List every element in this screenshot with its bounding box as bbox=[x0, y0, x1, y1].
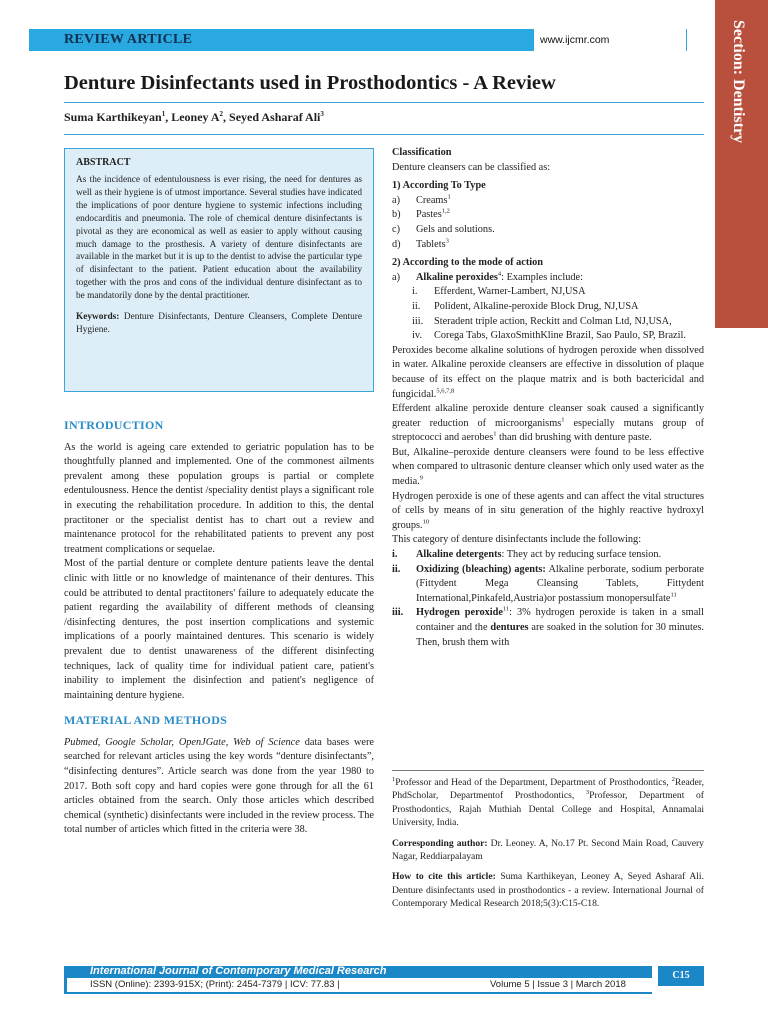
abstract-box bbox=[64, 148, 374, 392]
left-column bbox=[64, 418, 374, 838]
keywords bbox=[76, 311, 362, 337]
page-number: C15 bbox=[658, 966, 704, 986]
list-item: c) Gels and solutions. bbox=[392, 223, 495, 235]
footer-issn: ISSN (Online): 2393-915X; (Print): 2454-7379 | ICV: 77.83 | bbox=[90, 979, 340, 990]
author-2-affil: 2 bbox=[219, 110, 224, 118]
list-item: a) Creams$^1$ bbox=[392, 193, 451, 206]
category-item: ii. Oxidizing (bleaching) agents: Alkaline perborate, sodium perborate (Fittydent Mega Cleansing Tablets, Fittydent International,Pinkafeld,Austria)or postassium monopersulfate$^{11}$ bbox=[392, 563, 704, 604]
list-item: a) Alkaline peroxides$^4$: Examples include: bbox=[392, 270, 583, 283]
ultrasonic-paragraph: But, Alkaline–peroxide denture cleansers were found to be less effective when compared to ultrasonic denture cleanser which only used water as the media.$^9$ bbox=[392, 446, 704, 488]
author-1-affil: 1 bbox=[161, 110, 166, 118]
intro-paragraph-2: Most of the partial denture or complete denture patients leave the dental clinic with little or no knowledge of maintenance of their dentures. This could be attributed to dental practitoners' failure to adequately educate the patient regarding the availability of different methods of cleansing /disinfecting dentures, the post insertion complications and systemic implications of a poorly maintained dentures. This scenario is widely prevalent due to dentist unawareness of the different disinfecting techniques, lack of quality time for individual patient care, patient's inability to implement the disinfection and patient's negligence of maintaining denture hygiene. bbox=[64, 558, 374, 701]
category-item: iii. Hydrogen peroxide$^{11}$: 3% hydrogen peroxide is taken in a small container and the dentures are soaked in the solution for 30 minutes. Then, brush them with bbox=[392, 605, 704, 648]
affiliations: $^1$Professor and Head of the Department, Department of Prosthodontics, $^2$Reader, PhdScholar, Departmentof Prosthodontics, $^3$Professor, Department of Prosthodontics, Rajah Muthiah Dental College and Hospital, Annamalai University, India. bbox=[392, 775, 705, 829]
methods-heading: MATERIAL AND METHODS bbox=[64, 713, 228, 728]
classification-intro: Denture cleansers can be classified as: bbox=[392, 161, 551, 173]
author-list bbox=[64, 110, 704, 125]
citation: How to cite this article: Suma Karthikeyan, Leoney A, Seyed Asharaf Ali. Denture disinfectants used in prosthodontics - a review. International Journal of Contemporary Medical Research 2018;5(3):C15-C18. bbox=[392, 871, 704, 910]
title-divider bbox=[64, 102, 704, 103]
peroxide-paragraph: Peroxides become alkaline solutions of hydrogen peroxide when dissolved in water. Alkaline peroxide cleansers are effective in dissolution of plaque because of its effect on the plaque matrix and is both bactericidal and fungicidal.$^{5,6,7,8}$ bbox=[392, 344, 704, 400]
list-item: b) Pastes$^{1,2}$ bbox=[392, 207, 450, 221]
keywords-text: Denture Disinfectants, Denture Cleansers, Complete Denture Hygiene. bbox=[76, 312, 362, 335]
category-item: i. Alkaline detergents: They act by reducing surface tension. bbox=[392, 549, 662, 561]
example-item: ii. Polident, Alkaline-peroxide Block Drug, NJ,USA bbox=[412, 300, 639, 312]
introduction-heading: INTRODUCTION bbox=[64, 418, 164, 432]
example-item: iii. Steradent triple action, Reckitt and Colman Ltd, NJ,USA, bbox=[412, 315, 672, 327]
footer-volume: Volume 5 | Issue 3 | March 2018 bbox=[490, 979, 626, 990]
footer-rule bbox=[64, 992, 652, 994]
methods-sources: Pubmed, Google Scholar, OpenJGate, Web of Science bbox=[64, 736, 300, 748]
footer-journal-name: International Journal of Contemporary Medical Research bbox=[90, 965, 387, 977]
author-3-affil: 3 bbox=[320, 110, 324, 118]
intro-paragraph-1: As the world is ageing care extended to geriatric population has to be thoughtfully planned and implemented. One of the commonest ailments prevalent among these population groups is partial or complete edentulousness. Hence the dentist /speciality dentist plays a significant role in executing the rehabilitation procedure. In addition to this, the dental practitoner or the specialist dentist has to chart out a review and maintenance protocol for the rehabilitated patients to prevent any post treatment complications or sequelae. bbox=[64, 441, 374, 555]
example-item: iv. Corega Tabs, GlaxoSmithKline Brazil, Sao Paulo, SP, Brazil. bbox=[412, 330, 686, 342]
section-tab bbox=[715, 0, 768, 328]
footnote-divider bbox=[392, 770, 704, 771]
keywords-label: Keywords: bbox=[76, 312, 120, 323]
journal-url[interactable]: www.ijcmr.com bbox=[534, 29, 686, 51]
type-heading: 1) According To Type bbox=[392, 180, 486, 192]
methods-text: data bases were searched for relevant articles using the key words “denture disinfectants”, “disinfecting dentures”. Article search was done from the year 1980 to 2017. Both soft copy and hard copies were gone through for all the 61 articles obtained from the search. Only those articles which described chemical (synthetic) disinfectants were included in the review process. The total number of articles which fitted in the criteria were 38. bbox=[64, 736, 374, 836]
author-3: , Seyed Asharaf Ali bbox=[223, 110, 321, 124]
authors-divider bbox=[64, 134, 704, 135]
article-title: Denture Disinfectants used in Prosthodontics - A Review bbox=[64, 72, 556, 94]
author-2: , Leoney A bbox=[165, 110, 220, 124]
abstract-heading: ABSTRACT bbox=[76, 157, 131, 168]
abstract-text: As the incidence of edentulousness is ever rising, the need for dentures as well as their hygiene is of utmost importance. Several studies have indicated the implications of poor denture hygiene to systemic infections including endocarditis and pneumonia. The role of chemical denture disinfectants is pivotal as they are economical as well as easier to apply without causing much damage to the prosthesis. A variety of denture disinfectants are available in the market but it is up to the dentist to advise the particular type of disinfectant to the patient. Patient education about the availability together with the pros and cons of the individual denture disinfectant as to be mandatorily done by the dental practitioner. bbox=[76, 175, 362, 302]
efferdent-paragraph: Efferdent alkaline peroxide denture cleanser soak caused a significantly greater reduction of microorganisms$^1$ especially mutans group of streptococci and aerobes$^1$ than did brushing with denture paste. bbox=[392, 403, 704, 444]
methods-paragraph bbox=[64, 736, 374, 838]
classification-heading: Classification bbox=[392, 147, 452, 158]
hydrogen-peroxide-paragraph: Hydrogen peroxide is one of these agents and can affect the vital structures of cells by means of in situ generation of the highly reactive hydroxyl groups.$^{10}$ bbox=[392, 490, 704, 531]
section-label: Section: Dentistry bbox=[730, 20, 747, 144]
right-column bbox=[392, 146, 704, 650]
corresponding-author: Corresponding author: Dr. Leoney. A, No.17 Pt. Second Main Road, Cauvery Nagar, Reddiarpalayam bbox=[392, 837, 704, 863]
article-type-label: REVIEW ARTICLE bbox=[64, 32, 193, 47]
footnotes bbox=[392, 776, 704, 911]
footer-tick bbox=[64, 966, 67, 994]
example-item: i. Efferdent, Warner-Lambert, NJ,USA bbox=[412, 286, 586, 298]
category-intro: This category of denture disinfectants include the following: bbox=[392, 534, 642, 546]
author-1: Suma Karthikeyan bbox=[64, 110, 162, 124]
list-item: d) Tablets$^3$ bbox=[392, 237, 449, 250]
mode-heading: 2) According to the mode of action bbox=[392, 257, 543, 269]
